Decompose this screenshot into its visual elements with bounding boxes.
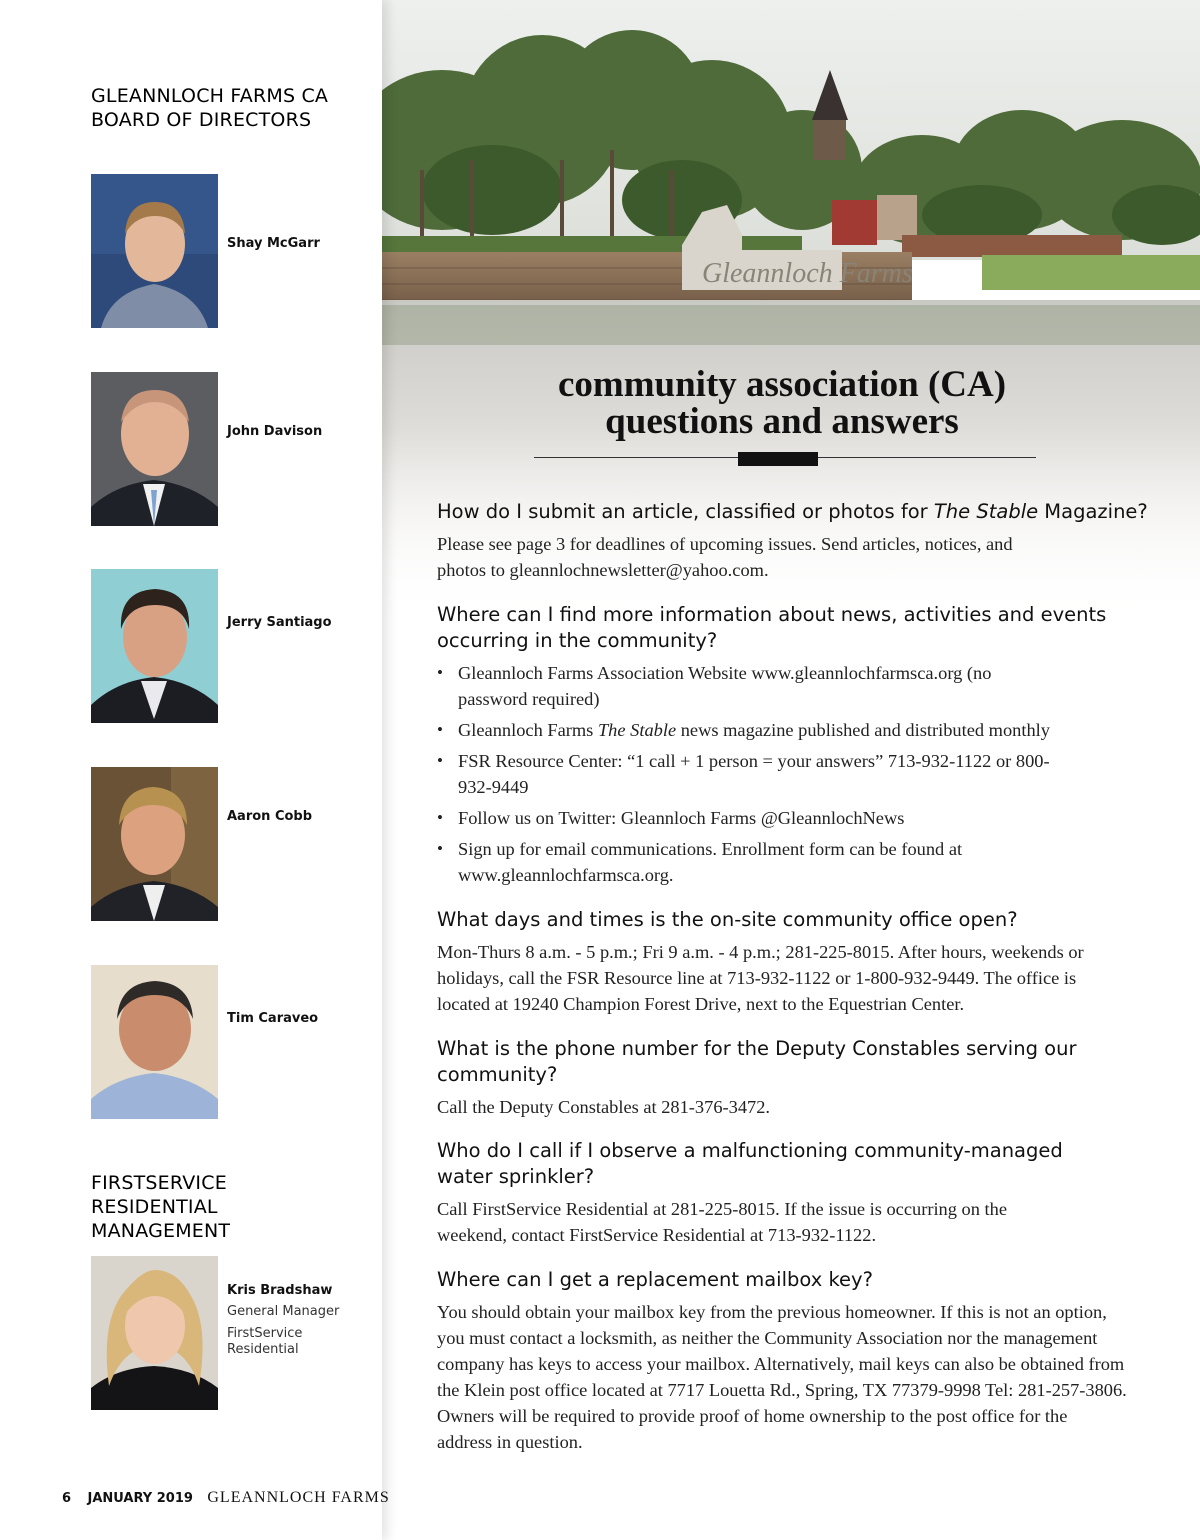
manager-photo — [91, 1256, 218, 1410]
member-photo — [91, 174, 218, 328]
answer: You should obtain your mailbox key from the previous homeowner. If this is not an option, you must contact a locksmith, as neither the Community Association nor the management company has keys to access your mailbox. Alternatively, mail keys can also be obtained from the Klein post office located at 7717 Louetta Rd., Spring, TX 77379-9998 Tel: 281-257-3806. Owners will be required to provide proof of home ownership to the post office for the address in question. — [437, 1302, 1127, 1452]
board-member — [91, 767, 371, 921]
list-item-text: news magazine published and distributed monthly — [676, 720, 1050, 740]
article-title — [382, 366, 1182, 440]
question — [437, 499, 1157, 525]
board-member — [91, 174, 371, 328]
manager-name: Kris Bradshaw — [227, 1283, 333, 1298]
list-item — [437, 717, 1137, 743]
article — [382, 0, 1200, 1540]
list-item: • FSR Resource Center: “1 call + 1 person = your answers” 713-932-1122 or 800-932-9449 — [437, 748, 1077, 800]
answer: Mon-Thurs 8 a.m. - 5 p.m.; Fri 9 a.m. - 4 p.m.; 281-225-8015. After hours, weekends or holidays, call the FSR Resource line at 713-932-1122 or 1-800-932-9449. The office is located at 19240 Champion Forest Drive, next to the Equestrian Center. — [437, 942, 1084, 1014]
page-footer — [62, 1489, 392, 1509]
board-member — [91, 569, 371, 723]
qa-item — [437, 1267, 1137, 1455]
sign-text: Gleannloch Farms — [702, 258, 913, 289]
qa-item — [437, 499, 1157, 583]
magazine-name: The Stable — [597, 720, 677, 740]
manager-role: General Manager — [227, 1304, 340, 1319]
title-line-1: community association (CA) — [557, 364, 1007, 405]
member-name: Aaron Cobb — [227, 809, 313, 824]
member-name: John Davison — [227, 424, 323, 439]
member-photo — [91, 965, 218, 1119]
question: What is the phone number for the Deputy Constables serving our community? — [437, 1037, 1077, 1086]
page-number: 6 — [62, 1491, 72, 1506]
info-list — [437, 660, 1137, 888]
answer: Please see page 3 for deadlines of upcoming issues. Send articles, notices, and photos to gleannlochnewsletter@yahoo.com. — [437, 534, 1013, 580]
member-photo — [91, 372, 218, 526]
manager — [91, 1256, 371, 1410]
member-name: Jerry Santiago — [227, 615, 332, 630]
question: Where can I get a replacement mailbox key? — [437, 1268, 873, 1291]
qa-item — [437, 602, 1137, 893]
list-item: • Sign up for email communications. Enrollment form can be found at www.gleannlochfarmsca.org. — [437, 836, 1037, 888]
member-name: Tim Caraveo — [227, 1011, 319, 1026]
question-text: How do I submit an article, classified or photos for — [437, 500, 934, 523]
member-photo — [91, 767, 218, 921]
answer: Call FirstService Residential at 281-225-8015. If the issue is occurring on the weekend, contact FirstService Residential at 713-932-1122. — [437, 1199, 1007, 1245]
title-accent-bar — [738, 452, 818, 466]
list-item: • Follow us on Twitter: Gleannloch Farms @GleannlochNews — [437, 805, 1137, 831]
question: Who do I call if I observe a malfunctioning community-managed water sprinkler? — [437, 1139, 1063, 1188]
list-item-text: Gleannloch Farms — [458, 720, 598, 740]
board-member — [91, 372, 371, 526]
member-name: Shay McGarr — [227, 236, 320, 251]
manager-company: FirstService Residential — [227, 1326, 303, 1357]
issue-date: JANUARY 2019 — [87, 1491, 193, 1506]
qa-item — [437, 907, 1137, 1017]
answer: Call the Deputy Constables at 281-376-3472. — [437, 1097, 771, 1117]
member-photo — [91, 569, 218, 723]
board-heading: GLEANNLOCH FARMS CA BOARD OF DIRECTORS — [91, 85, 329, 131]
question: Where can I find more information about news, activities and events occurring in the community? — [437, 603, 1107, 652]
sidebar — [0, 0, 382, 1540]
publication-name: GLEANNLOCH FARMS — [207, 1489, 390, 1506]
question: What days and times is the on-site community office open? — [437, 908, 1018, 931]
magazine-name: The Stable — [933, 500, 1039, 523]
list-item: • Gleannloch Farms Association Website www.gleannlochfarmsca.org (no password required) — [437, 660, 1037, 712]
question-text: Magazine? — [1038, 500, 1148, 523]
title-line-2: questions and answers — [605, 401, 959, 442]
qa-item — [437, 1138, 1137, 1248]
qa-item — [437, 1036, 1137, 1120]
management-heading: FIRSTSERVICE RESIDENTIAL MANAGEMENT — [91, 1172, 231, 1242]
board-member — [91, 965, 371, 1119]
